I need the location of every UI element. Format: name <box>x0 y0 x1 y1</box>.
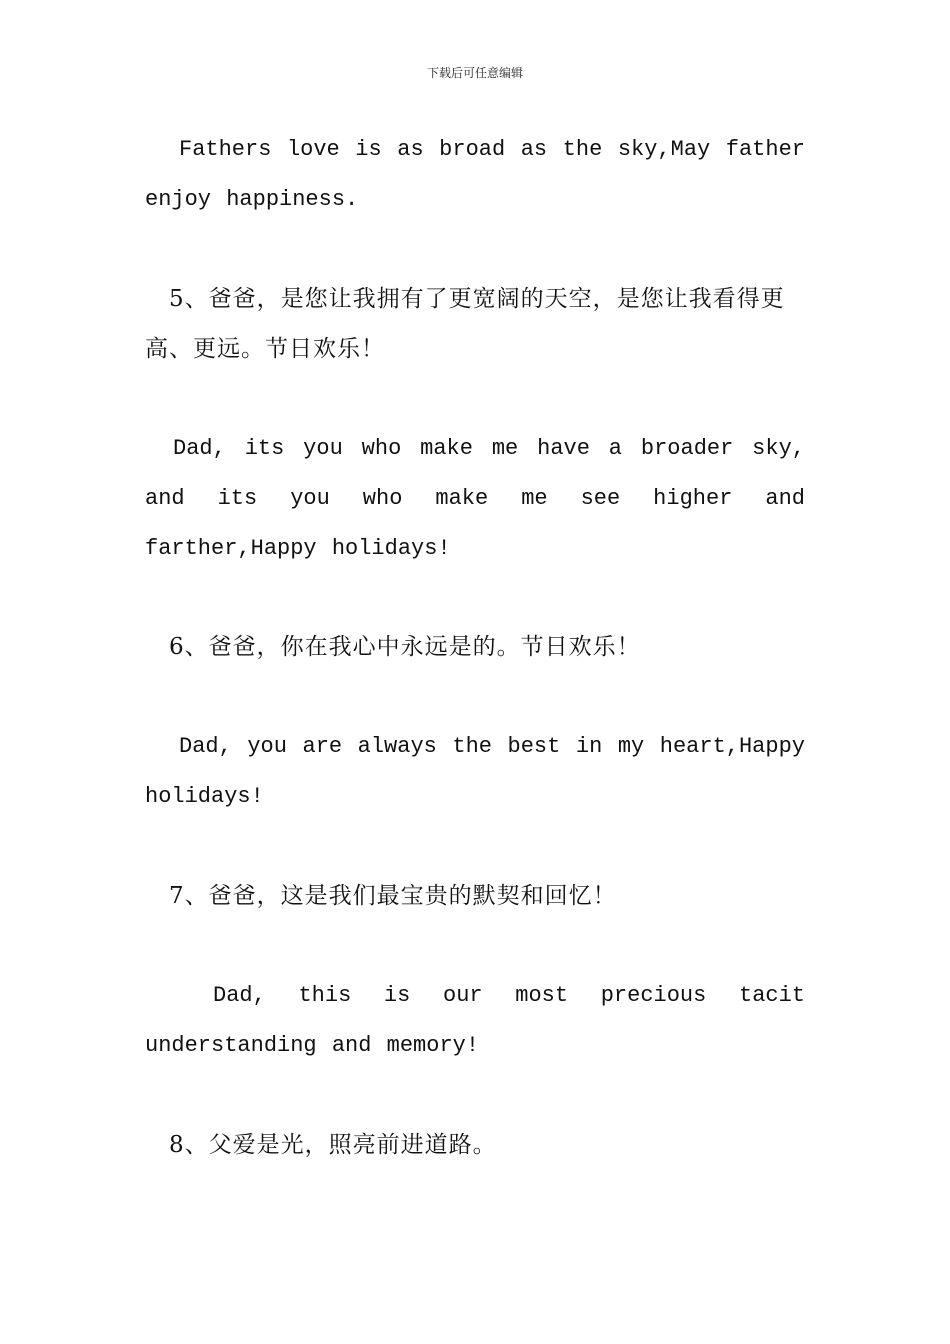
paragraph-english-3: Dad, you are always the best in my heart,Happy holidays! <box>145 734 805 809</box>
paragraph-english-4: Dad, this is our most precious tacit understanding and memory! <box>145 983 805 1058</box>
paragraph-chinese-7: 7、爸爸，这是我们最宝贵的默契和回忆！ <box>169 883 617 909</box>
paragraph-chinese-6: 6、爸爸，你在我心中永远是的。节日欢乐！ <box>169 634 641 660</box>
page-header: 下载后可任意编辑 <box>426 66 523 80</box>
paragraph-chinese-5: 5、爸爸，是您让我拥有了更宽阔的天空，是您让我看得更高、更远。节日欢乐！ <box>145 286 785 362</box>
paragraph-english-1: Fathers love is as broad as the sky,May father enjoy happiness. <box>145 137 805 212</box>
paragraph-english-2: Dad, its you who make me have a broader sky, and its you who make me see higher and farther,Happy holidays! <box>145 436 805 561</box>
paragraph-chinese-8: 8、父爱是光，照亮前进道路。 <box>169 1132 497 1158</box>
